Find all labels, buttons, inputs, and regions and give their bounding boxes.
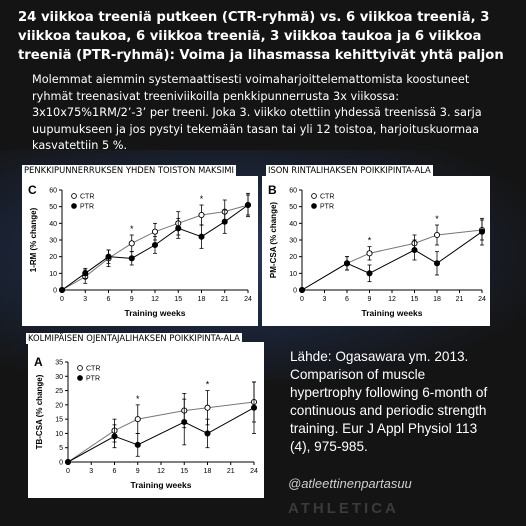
- y-tick-label: 20: [289, 254, 297, 262]
- series-line-ptr: [68, 408, 254, 462]
- data-point-ptr: [222, 219, 227, 224]
- y-tick-label: 35: [55, 359, 63, 367]
- x-tick-label: 0: [66, 468, 70, 475]
- x-axis-title: Training weeks: [361, 308, 423, 318]
- legend-label-ptr: PTR: [320, 203, 334, 211]
- data-point-ctr: [199, 212, 204, 217]
- chart-c: [22, 176, 258, 326]
- data-point-ptr: [479, 229, 484, 234]
- x-axis-title: Training weeks: [124, 308, 186, 318]
- legend-marker-ptr: [78, 376, 83, 381]
- legend-marker-ctr: [312, 194, 317, 199]
- data-point-ptr: [367, 271, 372, 276]
- data-point-ctr: [152, 229, 157, 234]
- panel-letter: B: [268, 183, 277, 197]
- chart-a: [28, 342, 264, 498]
- x-tick-label: 12: [157, 468, 165, 475]
- x-tick-label: 18: [433, 296, 441, 303]
- x-tick-label: 18: [197, 296, 206, 303]
- chart-panel-b: [262, 176, 490, 326]
- y-tick-label: 0: [293, 287, 297, 295]
- x-tick-label: 0: [60, 296, 64, 303]
- y-tick-label: 30: [49, 237, 57, 245]
- y-tick-label: 20: [49, 254, 57, 262]
- data-point-ptr: [434, 261, 439, 266]
- y-tick-label: 30: [289, 237, 297, 245]
- y-tick-label: 60: [289, 187, 297, 195]
- significance-marker: *: [199, 194, 204, 204]
- data-point-ptr: [245, 202, 250, 207]
- chart-panel-a: [28, 342, 264, 498]
- x-tick-label: 24: [250, 468, 258, 475]
- data-point-ptr: [135, 442, 140, 447]
- y-tick-label: 60: [49, 187, 57, 195]
- x-tick-label: 21: [226, 468, 235, 475]
- significance-marker: *: [205, 379, 210, 390]
- x-tick-label: 15: [180, 468, 189, 475]
- series-line-ctr: [302, 230, 482, 290]
- data-point-ptr: [152, 242, 157, 247]
- panel-letter: A: [34, 355, 43, 369]
- significance-marker: *: [435, 214, 439, 224]
- data-point-ptr: [65, 459, 70, 464]
- y-tick-label: 50: [289, 204, 297, 212]
- x-tick-label: 24: [244, 296, 252, 303]
- data-point-ptr: [106, 254, 111, 259]
- y-tick-label: 40: [49, 220, 57, 228]
- source-reference: Lähde: Ogasawara ym. 2013. Comparison of muscle hypertrophy following 6-month of continuous and periodic strength training. Eur J Appl Physiol 113 (4), 975-985.: [290, 349, 488, 454]
- y-tick-label: 10: [49, 270, 57, 278]
- data-point-ptr: [59, 287, 64, 292]
- chart-b: [262, 176, 490, 326]
- summary-text: Molemmat aiemmin systemaattisesti voimaharjoittelemattomista koostuneet ryhmät treenasivat treeniviikoilla penkkipunnerrusta 3x viikossa: 3x10x75%1RM/2’-3’ per treeni. Joka 3. viikko otettiin yhdessä treenissä 3. sarja uupumukseen ja jos pystyi tekemään tasan tai yli 12 toistoa, harjoituskuormaa kasvatettiin 5 %.: [32, 73, 482, 152]
- series-line-ptr: [302, 232, 482, 290]
- data-point-ctr: [434, 232, 439, 237]
- data-point-ptr: [205, 431, 210, 436]
- legend-marker-ctr: [78, 366, 83, 371]
- significance-marker: *: [367, 235, 372, 246]
- data-point-ptr: [251, 405, 256, 410]
- x-tick-label: 3: [322, 296, 327, 303]
- data-point-ctr: [129, 241, 134, 246]
- y-axis-title: 1-RM (% change): [29, 207, 38, 273]
- legend-label-ctr: CTR: [320, 193, 335, 201]
- x-tick-label: 6: [345, 296, 349, 303]
- x-tick-label: 15: [410, 296, 419, 303]
- legend-marker-ctr: [72, 194, 77, 199]
- y-tick-label: 10: [55, 430, 63, 438]
- x-tick-label: 9: [135, 468, 140, 475]
- data-point-ptr: [412, 247, 417, 252]
- data-point-ptr: [112, 434, 117, 439]
- x-tick-label: 21: [220, 296, 229, 303]
- legend-label-ctr: CTR: [80, 193, 95, 201]
- x-tick-label: 24: [478, 296, 486, 303]
- y-tick-label: 25: [55, 388, 63, 396]
- x-tick-label: 6: [112, 468, 117, 475]
- series-line-ctr: [68, 402, 254, 462]
- data-point-ptr: [83, 271, 88, 276]
- significance-marker: *: [129, 224, 134, 234]
- panel-letter: C: [28, 183, 37, 197]
- data-point-ctr: [135, 417, 140, 422]
- brand-watermark: ATHLETICA: [288, 500, 399, 517]
- y-tick-label: 0: [53, 287, 57, 295]
- data-point-ptr: [129, 256, 134, 261]
- x-tick-label: 21: [455, 296, 464, 303]
- y-tick-label: 5: [59, 445, 63, 453]
- y-tick-label: 20: [55, 402, 63, 410]
- legend-label-ptr: PTR: [80, 203, 94, 211]
- legend-marker-ptr: [72, 204, 77, 209]
- x-tick-label: 0: [300, 296, 304, 303]
- x-tick-label: 12: [388, 296, 396, 303]
- data-point-ptr: [182, 419, 187, 424]
- y-tick-label: 10: [289, 270, 297, 278]
- x-tick-label: 12: [151, 296, 159, 303]
- y-axis-title: TB-CSA (% change): [35, 374, 44, 450]
- x-tick-label: 9: [129, 296, 134, 303]
- x-tick-label: 9: [367, 296, 372, 303]
- author-handle: @atleettinenpartasuu: [288, 476, 412, 491]
- significance-marker: *: [135, 393, 140, 404]
- x-tick-label: 3: [89, 468, 94, 475]
- data-point-ptr: [199, 234, 204, 239]
- legend-label-ctr: CTR: [86, 365, 101, 373]
- data-point-ptr: [176, 226, 181, 231]
- y-tick-label: 15: [55, 416, 63, 424]
- data-point-ctr: [367, 251, 372, 256]
- y-axis-title: PM-CSA (% change): [269, 201, 278, 279]
- panel-label-a: KOLMIPÄISEN OJENTAJALIHAKSEN POIKKIPINTA-ALA: [28, 333, 240, 343]
- x-tick-label: 3: [83, 296, 88, 303]
- y-tick-label: 30: [55, 373, 63, 381]
- data-point-ptr: [299, 287, 304, 292]
- legend-label-ptr: PTR: [86, 375, 100, 383]
- data-point-ctr: [205, 405, 210, 410]
- legend-marker-ptr: [312, 204, 317, 209]
- x-axis-title: Training weeks: [130, 480, 192, 490]
- panel-label-c: PENKKIPUNNERRUKSEN YHDEN TOISTON MAKSIMI: [24, 165, 234, 175]
- headline: 24 viikkoa treeniä putkeen (CTR-ryhmä) vs. 6 viikkoa treeniä, 3 viikkoa taukoa, 6 viikkoa treeniä, 3 viikkoa taukoa ja 6 viikkoa treeniä (PTR-ryhmä): Voima ja lihasmassa kehittyivät yhtä paljon: [18, 10, 504, 63]
- panel-label-b: ISON RINTALIHAKSEN POIKKIPINTA-ALA: [268, 165, 431, 175]
- chart-panel-c: [22, 176, 258, 326]
- data-point-ptr: [344, 261, 349, 266]
- y-tick-label: 0: [59, 459, 63, 467]
- x-tick-label: 18: [203, 468, 212, 475]
- y-tick-label: 50: [49, 204, 57, 212]
- x-tick-label: 6: [106, 296, 111, 303]
- x-tick-label: 15: [174, 296, 183, 303]
- y-tick-label: 40: [289, 220, 297, 228]
